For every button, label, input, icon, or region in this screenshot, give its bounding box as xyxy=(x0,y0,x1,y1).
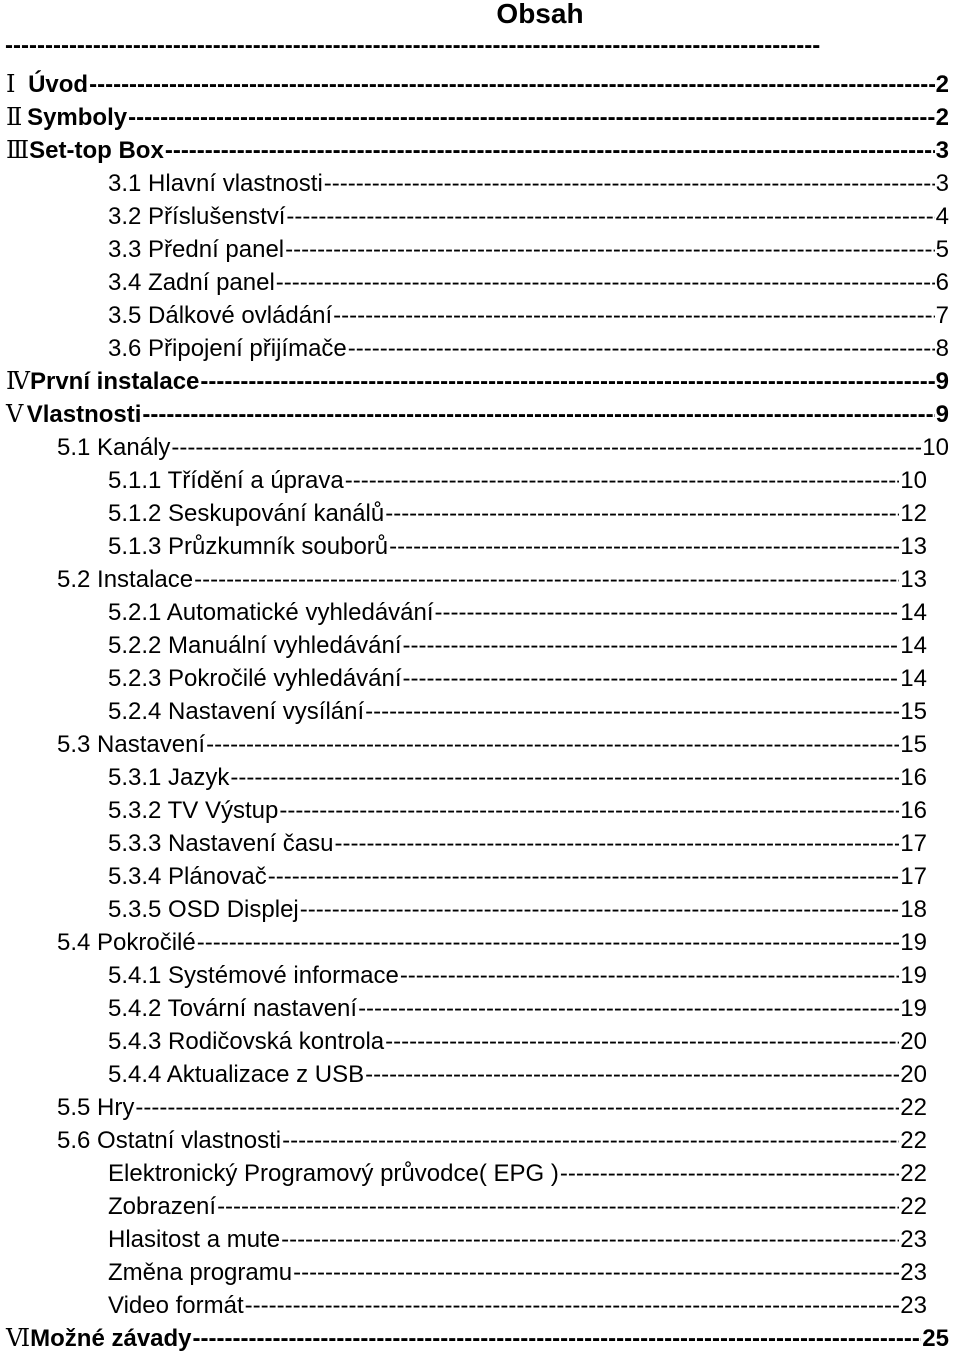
dot-leader xyxy=(348,332,935,365)
toc-entry-title: Úvod xyxy=(28,71,89,98)
toc-page-number: 19 xyxy=(900,929,927,956)
toc-entry[interactable] xyxy=(0,464,960,497)
toc-page-number: 15 xyxy=(900,731,927,758)
toc-entry-title: 5.3.4 Plánovač xyxy=(108,863,267,890)
toc-entry[interactable] xyxy=(0,1289,960,1322)
toc-entry[interactable] xyxy=(0,431,960,464)
toc-page-number: 13 xyxy=(900,533,927,560)
dot-leader xyxy=(385,497,899,530)
toc-entry-title: 5.2.4 Nastavení vysílání xyxy=(108,698,365,725)
toc-page-number: 22 xyxy=(900,1193,927,1220)
dot-leader xyxy=(560,1157,899,1190)
toc-page-number: 22 xyxy=(900,1094,927,1121)
toc-page-number: 10 xyxy=(922,434,949,461)
toc-entry-title: 5.3.3 Nastavení času xyxy=(108,830,334,857)
toc-entry-title: Hlasitost a mute xyxy=(108,1226,281,1253)
toc-entry-title: 5.2.2 Manuální vyhledávání xyxy=(108,632,402,659)
dot-leader xyxy=(194,563,899,596)
toc-entry-title: Možné závady xyxy=(30,1325,192,1352)
toc-entry-title: 5.4.1 Systémové informace xyxy=(108,962,399,989)
chapter-numeral: Ⅴ xyxy=(6,402,24,428)
dot-leader xyxy=(300,893,900,926)
dot-leader xyxy=(142,398,934,431)
dot-leader xyxy=(389,530,899,563)
dot-leader xyxy=(89,68,935,101)
toc-page-number: 5 xyxy=(935,236,949,263)
toc-page-number: 16 xyxy=(900,797,927,824)
toc-page-number: 17 xyxy=(900,830,927,857)
toc-entry[interactable] xyxy=(0,662,960,695)
title-rule: ------------------------------------------------------------------------------------------------------ xyxy=(5,32,821,59)
toc-page-number: 3 xyxy=(935,137,949,164)
toc-entry[interactable] xyxy=(0,860,960,893)
toc-page-number: 20 xyxy=(900,1028,927,1055)
page-title: Obsah xyxy=(496,0,584,29)
dot-leader xyxy=(403,662,900,695)
toc-entry-title: Změna programu xyxy=(108,1259,293,1286)
chapter-numeral: Ⅵ xyxy=(6,1326,31,1352)
toc-page-number: 23 xyxy=(900,1259,927,1286)
toc-entry[interactable] xyxy=(0,365,960,398)
toc-page-number: 6 xyxy=(935,269,949,296)
toc-page-number: 15 xyxy=(900,698,927,725)
toc-entry[interactable] xyxy=(0,497,960,530)
toc-entry-title: 5.3 Nastavení xyxy=(57,731,206,758)
toc-entry-title: Vlastnosti xyxy=(26,401,142,428)
toc-entry[interactable] xyxy=(0,959,960,992)
toc-entry[interactable] xyxy=(0,167,960,200)
toc-page-number: 8 xyxy=(935,335,949,362)
toc-page-number: 14 xyxy=(900,599,927,626)
toc-entry[interactable] xyxy=(0,134,960,167)
toc-entry[interactable] xyxy=(0,794,960,827)
toc-entry[interactable] xyxy=(0,1256,960,1289)
dot-leader xyxy=(324,167,935,200)
dot-leader xyxy=(358,992,899,1025)
toc-entry-title: První instalace xyxy=(29,368,200,395)
toc-entry-title: 3.4 Zadní panel xyxy=(108,269,275,296)
toc-page-number: 18 xyxy=(900,896,927,923)
toc-entry-title: 5.2.3 Pokročilé vyhledávání xyxy=(108,665,402,692)
table-of-contents xyxy=(0,68,960,1355)
toc-entry-title: 5.1.3 Průzkumník souborů xyxy=(108,533,389,560)
toc-page-number: 16 xyxy=(900,764,927,791)
dot-leader xyxy=(281,1223,899,1256)
toc-page-number: 20 xyxy=(900,1061,927,1088)
toc-entry[interactable] xyxy=(0,563,960,596)
toc-entry-title: Symboly xyxy=(27,104,128,131)
toc-page-number: 4 xyxy=(935,203,949,230)
toc-page-number: 12 xyxy=(900,500,927,527)
dot-leader xyxy=(286,200,934,233)
dot-leader xyxy=(171,431,921,464)
dot-leader xyxy=(400,959,899,992)
toc-page-number: 3 xyxy=(935,170,949,197)
dot-leader xyxy=(200,365,934,398)
toc-entry-title: Video formát xyxy=(108,1292,244,1319)
toc-entry[interactable] xyxy=(0,1025,960,1058)
toc-entry-title: 3.3 Přední panel xyxy=(108,236,285,263)
toc-entry[interactable] xyxy=(0,68,960,101)
toc-entry-title: 5.2.1 Automatické vyhledávání xyxy=(108,599,434,626)
toc-entry-title: 5.5 Hry xyxy=(57,1094,135,1121)
chapter-numeral: Ⅳ xyxy=(6,369,30,395)
dot-leader xyxy=(217,1190,899,1223)
toc-entry[interactable] xyxy=(0,1223,960,1256)
dot-leader xyxy=(345,464,900,497)
chapter-numeral: Ⅰ xyxy=(6,72,16,98)
toc-entry[interactable] xyxy=(0,332,960,365)
toc-entry-title: 5.2 Instalace xyxy=(57,566,194,593)
toc-entry[interactable] xyxy=(0,1322,960,1355)
toc-entry[interactable] xyxy=(0,1091,960,1124)
chapter-numeral: Ⅲ xyxy=(6,138,30,164)
dot-leader xyxy=(403,629,900,662)
toc-entry[interactable] xyxy=(0,101,960,134)
toc-entry-title: 5.6 Ostatní vlastnosti xyxy=(57,1127,282,1154)
dot-leader xyxy=(245,1289,900,1322)
dot-leader xyxy=(128,101,935,134)
toc-entry-title: 3.6 Připojení přijímače xyxy=(108,335,347,362)
dot-leader xyxy=(285,233,935,266)
toc-entry-title: 5.4 Pokročilé xyxy=(57,929,196,956)
toc-entry-title: 5.4.3 Rodičovská kontrola xyxy=(108,1028,385,1055)
toc-entry-title: 5.4.4 Aktualizace z USB xyxy=(108,1061,365,1088)
dot-leader xyxy=(276,266,935,299)
dot-leader xyxy=(193,1322,922,1355)
toc-entry[interactable] xyxy=(0,827,960,860)
toc-entry-title: 5.3.5 OSD Displej xyxy=(108,896,299,923)
toc-page-number: 10 xyxy=(900,467,927,494)
toc-entry[interactable] xyxy=(0,629,960,662)
toc-entry-title: 5.4.2 Tovární nastavení xyxy=(108,995,358,1022)
toc-entry[interactable] xyxy=(0,728,960,761)
toc-entry[interactable] xyxy=(0,1058,960,1091)
toc-entry[interactable] xyxy=(0,596,960,629)
toc-entry[interactable] xyxy=(0,1124,960,1157)
toc-page-number: 14 xyxy=(900,665,927,692)
toc-page-number: 19 xyxy=(900,962,927,989)
toc-entry-title: 3.5 Dálkové ovládání xyxy=(108,302,333,329)
dot-leader xyxy=(365,1058,899,1091)
dot-leader xyxy=(334,827,899,860)
toc-entry[interactable] xyxy=(0,299,960,332)
dot-leader xyxy=(333,299,934,332)
toc-page-number: 7 xyxy=(935,302,949,329)
toc-entry[interactable] xyxy=(0,233,960,266)
toc-page-number: 14 xyxy=(900,632,927,659)
dot-leader xyxy=(282,1124,899,1157)
toc-entry-title: 3.1 Hlavní vlastnosti xyxy=(108,170,323,197)
toc-entry[interactable] xyxy=(0,695,960,728)
toc-entry-title: 3.2 Příslušenství xyxy=(108,203,286,230)
toc-entry-title: 5.3.2 TV Výstup xyxy=(108,797,279,824)
toc-entry[interactable] xyxy=(0,530,960,563)
toc-entry-title: Zobrazení xyxy=(108,1193,217,1220)
toc-page-number: 23 xyxy=(900,1292,927,1319)
chapter-numeral: Ⅱ xyxy=(6,105,23,131)
toc-page-number: 9 xyxy=(935,401,949,428)
toc-page-number: 17 xyxy=(900,863,927,890)
dot-leader xyxy=(197,926,900,959)
dot-leader xyxy=(365,695,899,728)
toc-entry-title: 5.1.1 Třídění a úprava xyxy=(108,467,344,494)
toc-page-number: 13 xyxy=(900,566,927,593)
toc-entry[interactable] xyxy=(0,200,960,233)
toc-entry[interactable] xyxy=(0,761,960,794)
toc-page-number: 2 xyxy=(935,71,949,98)
dot-leader xyxy=(135,1091,899,1124)
dot-leader xyxy=(165,134,935,167)
dot-leader xyxy=(385,1025,899,1058)
dot-leader xyxy=(279,794,899,827)
toc-entry-title: 5.1.2 Seskupování kanálů xyxy=(108,500,385,527)
toc-entry[interactable] xyxy=(0,893,960,926)
toc-page-number: 2 xyxy=(935,104,949,131)
dot-leader xyxy=(268,860,900,893)
toc-entry[interactable] xyxy=(0,1190,960,1223)
toc-entry[interactable] xyxy=(0,992,960,1025)
toc-page-number: 19 xyxy=(900,995,927,1022)
toc-entry[interactable] xyxy=(0,266,960,299)
toc-entry-title: 5.3.1 Jazyk xyxy=(108,764,230,791)
toc-entry-title: Set-top Box xyxy=(29,137,164,164)
dot-leader xyxy=(435,596,900,629)
toc-page-number: 9 xyxy=(935,368,949,395)
toc-page-number: 25 xyxy=(922,1325,949,1352)
toc-page-number: 23 xyxy=(900,1226,927,1253)
dot-leader xyxy=(230,761,899,794)
toc-entry[interactable] xyxy=(0,926,960,959)
toc-entry[interactable] xyxy=(0,1157,960,1190)
toc-entry[interactable] xyxy=(0,398,960,431)
toc-entry-title: 5.1 Kanály xyxy=(57,434,171,461)
dot-leader xyxy=(293,1256,899,1289)
toc-entry-title: Elektronický Programový průvodce( EPG ) xyxy=(108,1160,559,1187)
toc-page-number: 22 xyxy=(900,1127,927,1154)
dot-leader xyxy=(206,728,899,761)
toc-page-number: 22 xyxy=(900,1160,927,1187)
